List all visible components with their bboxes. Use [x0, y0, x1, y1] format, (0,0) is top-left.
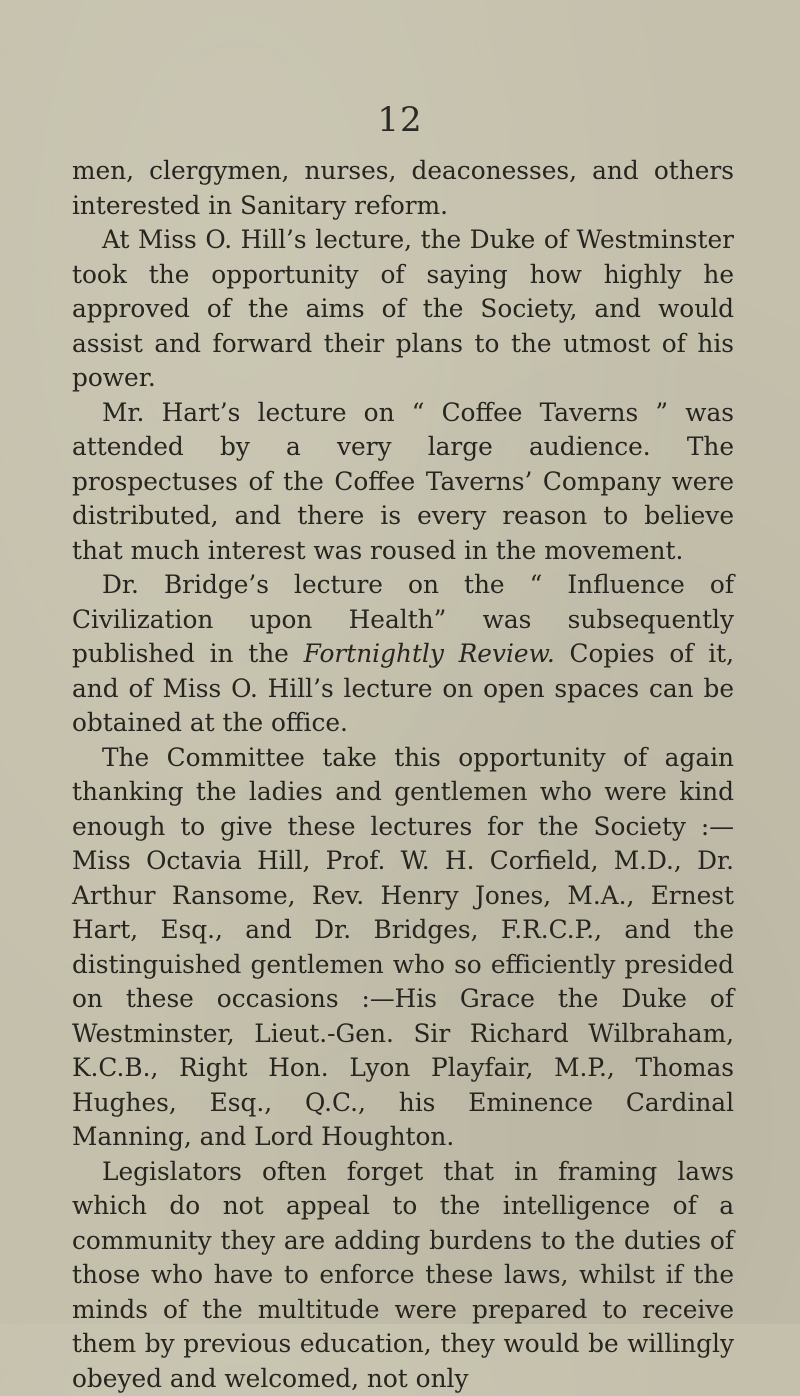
page-text-body: [72, 154, 734, 1396]
paragraph-4: [72, 568, 734, 741]
paragraph-4-text-after: Copies of it, and of Miss O. Hill’s lecture on open spaces can be obtained at the office.: [72, 639, 734, 737]
page-number: 12: [0, 100, 800, 140]
journal-title: Fortnightly Review.: [304, 639, 555, 668]
paragraph-5: The Committee take this opportunity of again thanking the ladies and gentlemen who were kind enough to give these lectures for the Society :—Miss Octavia Hill, Prof. W. H. Corfield, M.D., Dr. Arthur Ransome, Rev. Henry Jones, M.A., Ernest Hart, Esq., and Dr. Bridges, F.R.C.P., and the distinguished gentlemen who so efficiently presided on these occasions :—His Grace the Duke of Westminster, Lieut.-Gen. Sir Richard Wilbraham, K.C.B., Right Hon. Lyon Playfair, M.P., Thomas Hughes, Esq., Q.C., his Eminence Cardinal Manning, and Lord Houghton.: [72, 741, 734, 1155]
paragraph-1: men, clergymen, nurses, deaconesses, and others interested in Sanitary reform.: [72, 154, 734, 223]
paragraph-2: At Miss O. Hill’s lecture, the Duke of Westminster took the opportunity of saying how highly he approved of the aims of the Society, and would assist and forward their plans to the utmost of his power.: [72, 223, 734, 396]
paragraph-3: Mr. Hart’s lecture on “ Coffee Taverns ” was attended by a very large audience. The prospectuses of the Coffee Taverns’ Company were distributed, and there is every reason to believe that much interest was roused in the movement.: [72, 396, 734, 569]
paragraph-4-text-before: Dr. Bridge’s lecture on the “ Influence of Civilization upon Health” was subsequently published in the: [72, 570, 734, 668]
paragraph-6: Legislators often forget that in framing laws which do not appeal to the intelligence of a community they are adding burdens to the duties of those who have to enforce these laws, whilst if the minds of the multitude were prepared to receive them by previous education, they would be willingly obeyed and welcomed, not only: [72, 1155, 734, 1396]
